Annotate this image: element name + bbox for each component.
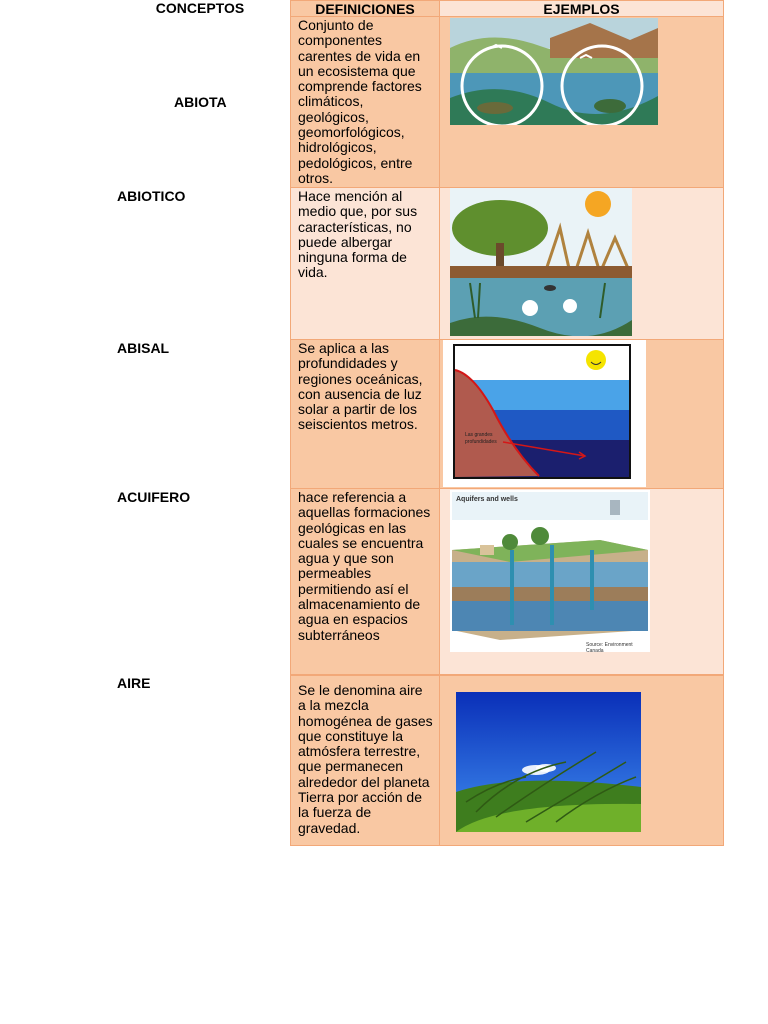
header-cell-ejemplos	[440, 0, 724, 17]
header-cell-definiciones	[290, 0, 440, 17]
abiotic-environment-image	[450, 188, 632, 336]
ecosystem-cycle-image	[450, 18, 658, 125]
row-abiotico-definition: Hace mención al medio que, por sus características, no puede albergar ninguna forma de vida.	[298, 188, 418, 281]
row-acuifero-definition: hace referencia a aquellas formaciones geológicas en las cuales se encuentra agua y que son permeables permitiendo así el almacenamiento de agua en espacios subterráneos	[298, 489, 431, 643]
grass-sky-image	[456, 692, 641, 832]
row-acuifero-example-cell	[440, 489, 724, 675]
concept-abisal: ABISAL	[117, 340, 170, 356]
concept-aire: AIRE	[117, 675, 151, 691]
concept-abiotico: ABIOTICO	[117, 188, 186, 204]
abyssal-depth-diagram	[443, 340, 646, 487]
definitions-table	[290, 0, 724, 846]
concept-acuifero: ACUIFERO	[117, 489, 191, 505]
row-aire-definition-cell	[290, 675, 440, 846]
aquifer-diagram-source: Source: Environment Canada	[586, 642, 633, 652]
header-definiciones: DEFINICIONES	[315, 1, 415, 17]
row-acuifero-definition-cell	[290, 489, 440, 675]
concept-abiota: ABIOTA	[174, 94, 227, 110]
header-conceptos: CONCEPTOS	[155, 0, 245, 16]
row-abiota-example-cell	[440, 17, 724, 188]
aquifer-diagram-title: Aquifers and wells	[456, 496, 518, 503]
abyssal-diagram-caption: Las grandes profundidades	[465, 432, 497, 445]
row-abisal-definition-cell	[290, 340, 440, 489]
row-abisal-example-cell	[440, 340, 724, 489]
aquifers-and-wells-diagram	[450, 490, 650, 652]
row-abiotico-example-cell	[440, 188, 724, 340]
row-aire-example-cell	[440, 675, 724, 846]
row-aire-definition: Se le denomina aire a la mezcla homogénea de gases que constituye la atmósfera terrestre, que permanecen alrededor del planeta Tierra por acción de la fuerza de gravedad.	[298, 682, 433, 836]
row-abiota-definition: Conjunto de componentes carentes de vida en un ecosistema que comprende factores climáticos, geológicos, geomorfológicos, hidrológicos, pedológicos, entre otros.	[298, 17, 422, 186]
header-ejemplos: EJEMPLOS	[543, 1, 620, 17]
row-abisal-definition: Se aplica a las profundidades y regiones oceánicas, con ausencia de luz solar a partir de los seiscientos metros.	[298, 340, 423, 433]
row-abiota-definition-cell	[290, 17, 440, 188]
row-abiotico-definition-cell	[290, 188, 440, 340]
